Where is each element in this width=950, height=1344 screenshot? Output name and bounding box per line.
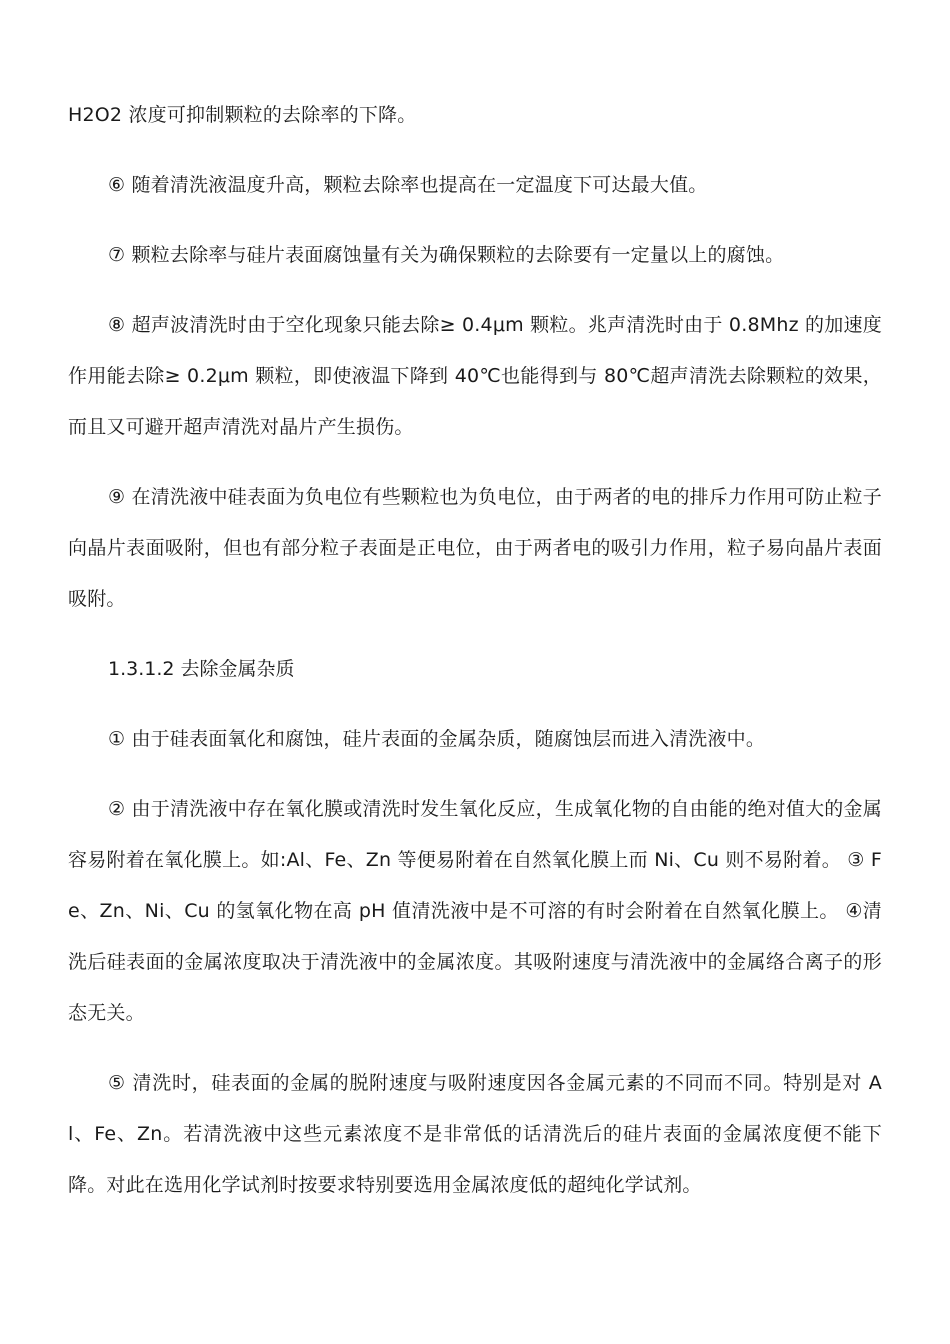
section-heading-metal-impurities: 1.3.1.2 去除金属杂质 <box>108 658 295 680</box>
paragraph-item-7: ⑦ 颗粒去除率与硅片表面腐蚀量有关为确保颗粒的去除要有一定量以上的腐蚀。 <box>108 244 785 266</box>
paragraph-metal-item-5: ⑤ 清洗时，硅表面的金属的脱附速度与吸附速度因各金属元素的不同而不同。特别是对 Al、Fe、Zn。若清洗液中这些元素浓度不是非常低的话清洗后的硅片表面的金属浓度便不能下降。对此在选用化学试剂时按要求特别要选用金属浓度低的超纯化学试剂。 <box>68 1072 882 1196</box>
paragraph-metal-item-1: ① 由于硅表面氧化和腐蚀，硅片表面的金属杂质，随腐蚀层而进入清洗液中。 <box>108 728 766 750</box>
paragraph-item-9: ⑨ 在清洗液中硅表面为负电位有些颗粒也为负电位，由于两者的电的排斥力作用可防止粒子向晶片表面吸附，但也有部分粒子表面是正电位，由于两者电的吸引力作用，粒子易向晶片表面吸附。 <box>68 486 882 610</box>
document-body <box>68 90 882 1230</box>
paragraph-item-6: ⑥ 随着清洗液温度升高，颗粒去除率也提高在一定温度下可达最大值。 <box>108 174 708 196</box>
paragraph-h2o2-continuation: H2O2 浓度可抑制颗粒的去除率的下降。 <box>68 104 417 126</box>
paragraph-metal-item-2-4: ② 由于清洗液中存在氧化膜或清洗时发生氧化反应，生成氧化物的自由能的绝对值大的金属容易附着在氧化膜上。如:Al、Fe、Zn 等便易附着在自然氧化膜上而 Ni、Cu 则不易附着。 ③ Fe、Zn、Ni、Cu 的氢氧化物在高 pH 值清洗液中是不可溶的有时会附着在自然氧化膜上。 ④清洗后硅表面的金属浓度取决于清洗液中的金属浓度。其吸附速度与清洗液中的金属络合离子的形态无关。 <box>68 798 882 1024</box>
paragraph-item-8: ⑧ 超声波清洗时由于空化现象只能去除≥ 0.4μm 颗粒。兆声清洗时由于 0.8Mhz 的加速度作用能去除≥ 0.2μm 颗粒，即使液温下降到 40℃也能得到与 80℃超声清洗去除颗粒的效果，而且又可避开超声清洗对晶片产生损伤。 <box>68 314 882 438</box>
